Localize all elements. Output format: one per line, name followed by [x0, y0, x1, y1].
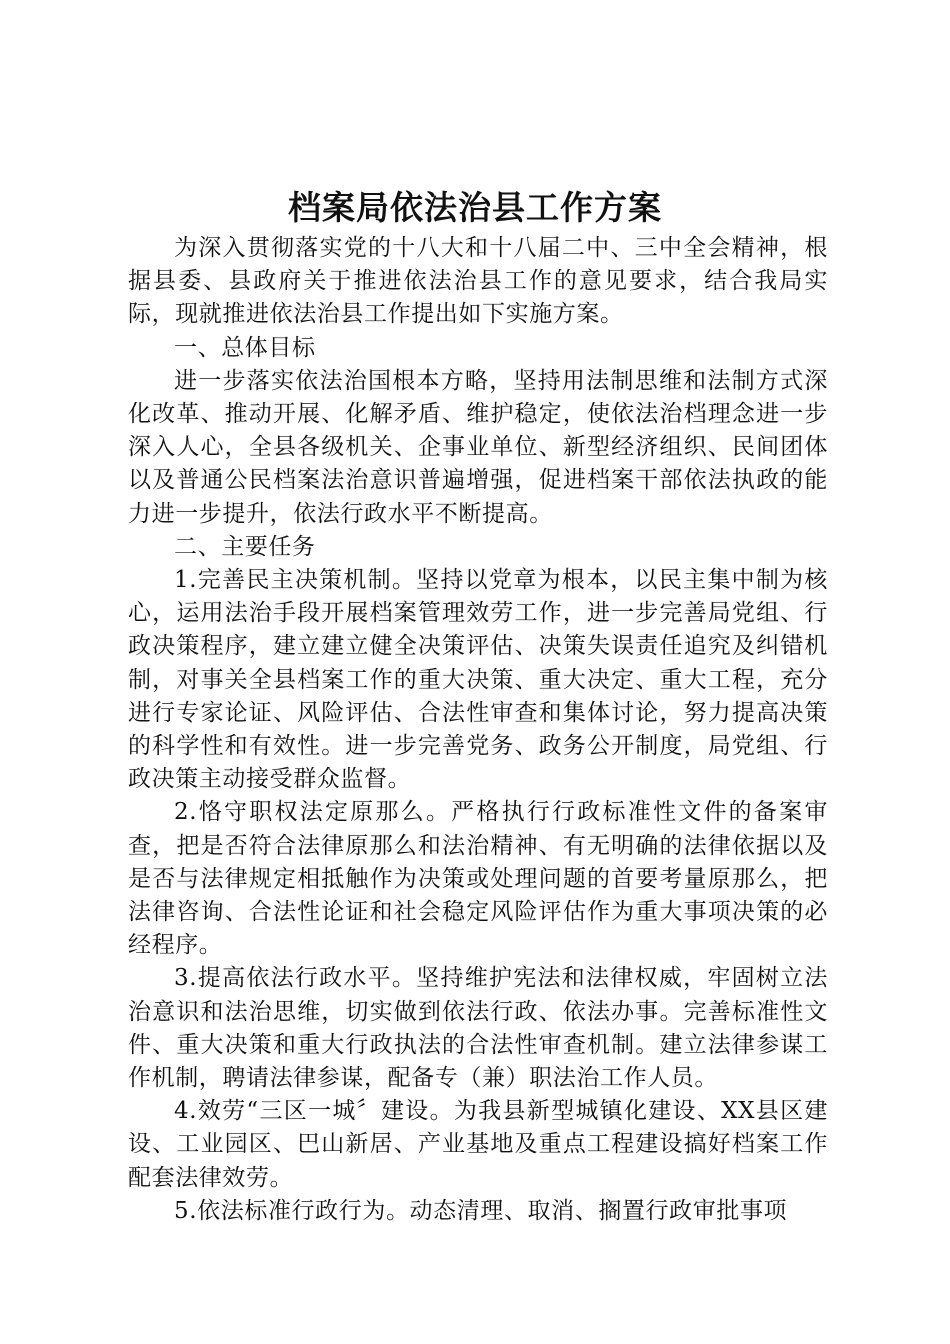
task-item-1: 1.完善民主决策机制。坚持以党章为根本，以民主集中制为核心，运用法治手段开展档案管理效劳工作，进一步完善局党组、行政决策程序，建立建立健全决策评估、决策失误责任追究及纠错机制，对事关全县档案工作的重大决策、重大决定、重大工程，充分进行专家论证、风险评估、合法性审查和集体讨论，努力提高决策的科学性和有效性。进一步完善党务、政务公开制度，局党组、行政决策主动接受群众监督。 [128, 567, 828, 793]
goals-paragraph: 进一步落实依法治国根本方略，坚持用法制思维和法制方式深化改革、推动开展、化解矛盾、维护稳定，使依法治档理念进一步深入人心，全县各级机关、企事业单位、新型经济组织、民间团体以及普通公民档案法治意识普遍增强，促进档案干部依法执政的能力进一步提升，依法行政水平不断提高。 [128, 367, 828, 527]
section-heading-tasks: 二、主要任务 [174, 533, 316, 560]
task-item-3: 3.提高依法行政水平。坚持维护宪法和法律权威，牢固树立法治意识和法治思维，切实做到依法行政、依法办事。完善标准性文件、重大决策和重大行政执法的合法性审查机制。建立法律参谋工作机制，聘请法律参谋，配备专（兼）职法治工作人员。 [128, 965, 828, 1092]
task-item-5: 5.依法标准行政行为。动态清理、取消、搁置行政审批事项 [174, 1197, 788, 1224]
section-heading-goals: 一、总体目标 [174, 334, 316, 361]
document-body [128, 232, 828, 1228]
intro-paragraph: 为深入贯彻落实党的十八大和十八届二中、三中全会精神，根据县委、县政府关于推进依法治县工作的意见要求，结合我局实际，现就推进依法治县工作提出如下实施方案。 [128, 235, 828, 328]
document-title: 档案局依法治县工作方案 [288, 188, 662, 227]
task-item-4: 4.效劳“三区一城〞建设。为我县新型城镇化建设、XX县区建设、工业园区、巴山新居、产业基地及重点工程建设搞好档案工作配套法律效劳。 [128, 1098, 828, 1191]
task-item-2: 2.恪守职权法定原那么。严格执行行政标准性文件的备案审查，把是否符合法律原那么和法治精神、有无明确的法律依据以及是否与法律规定相抵触作为决策或处理问题的首要考量原那么，把法律咨询、合法性论证和社会稳定风险评估作为重大事项决策的必经程序。 [128, 799, 828, 959]
